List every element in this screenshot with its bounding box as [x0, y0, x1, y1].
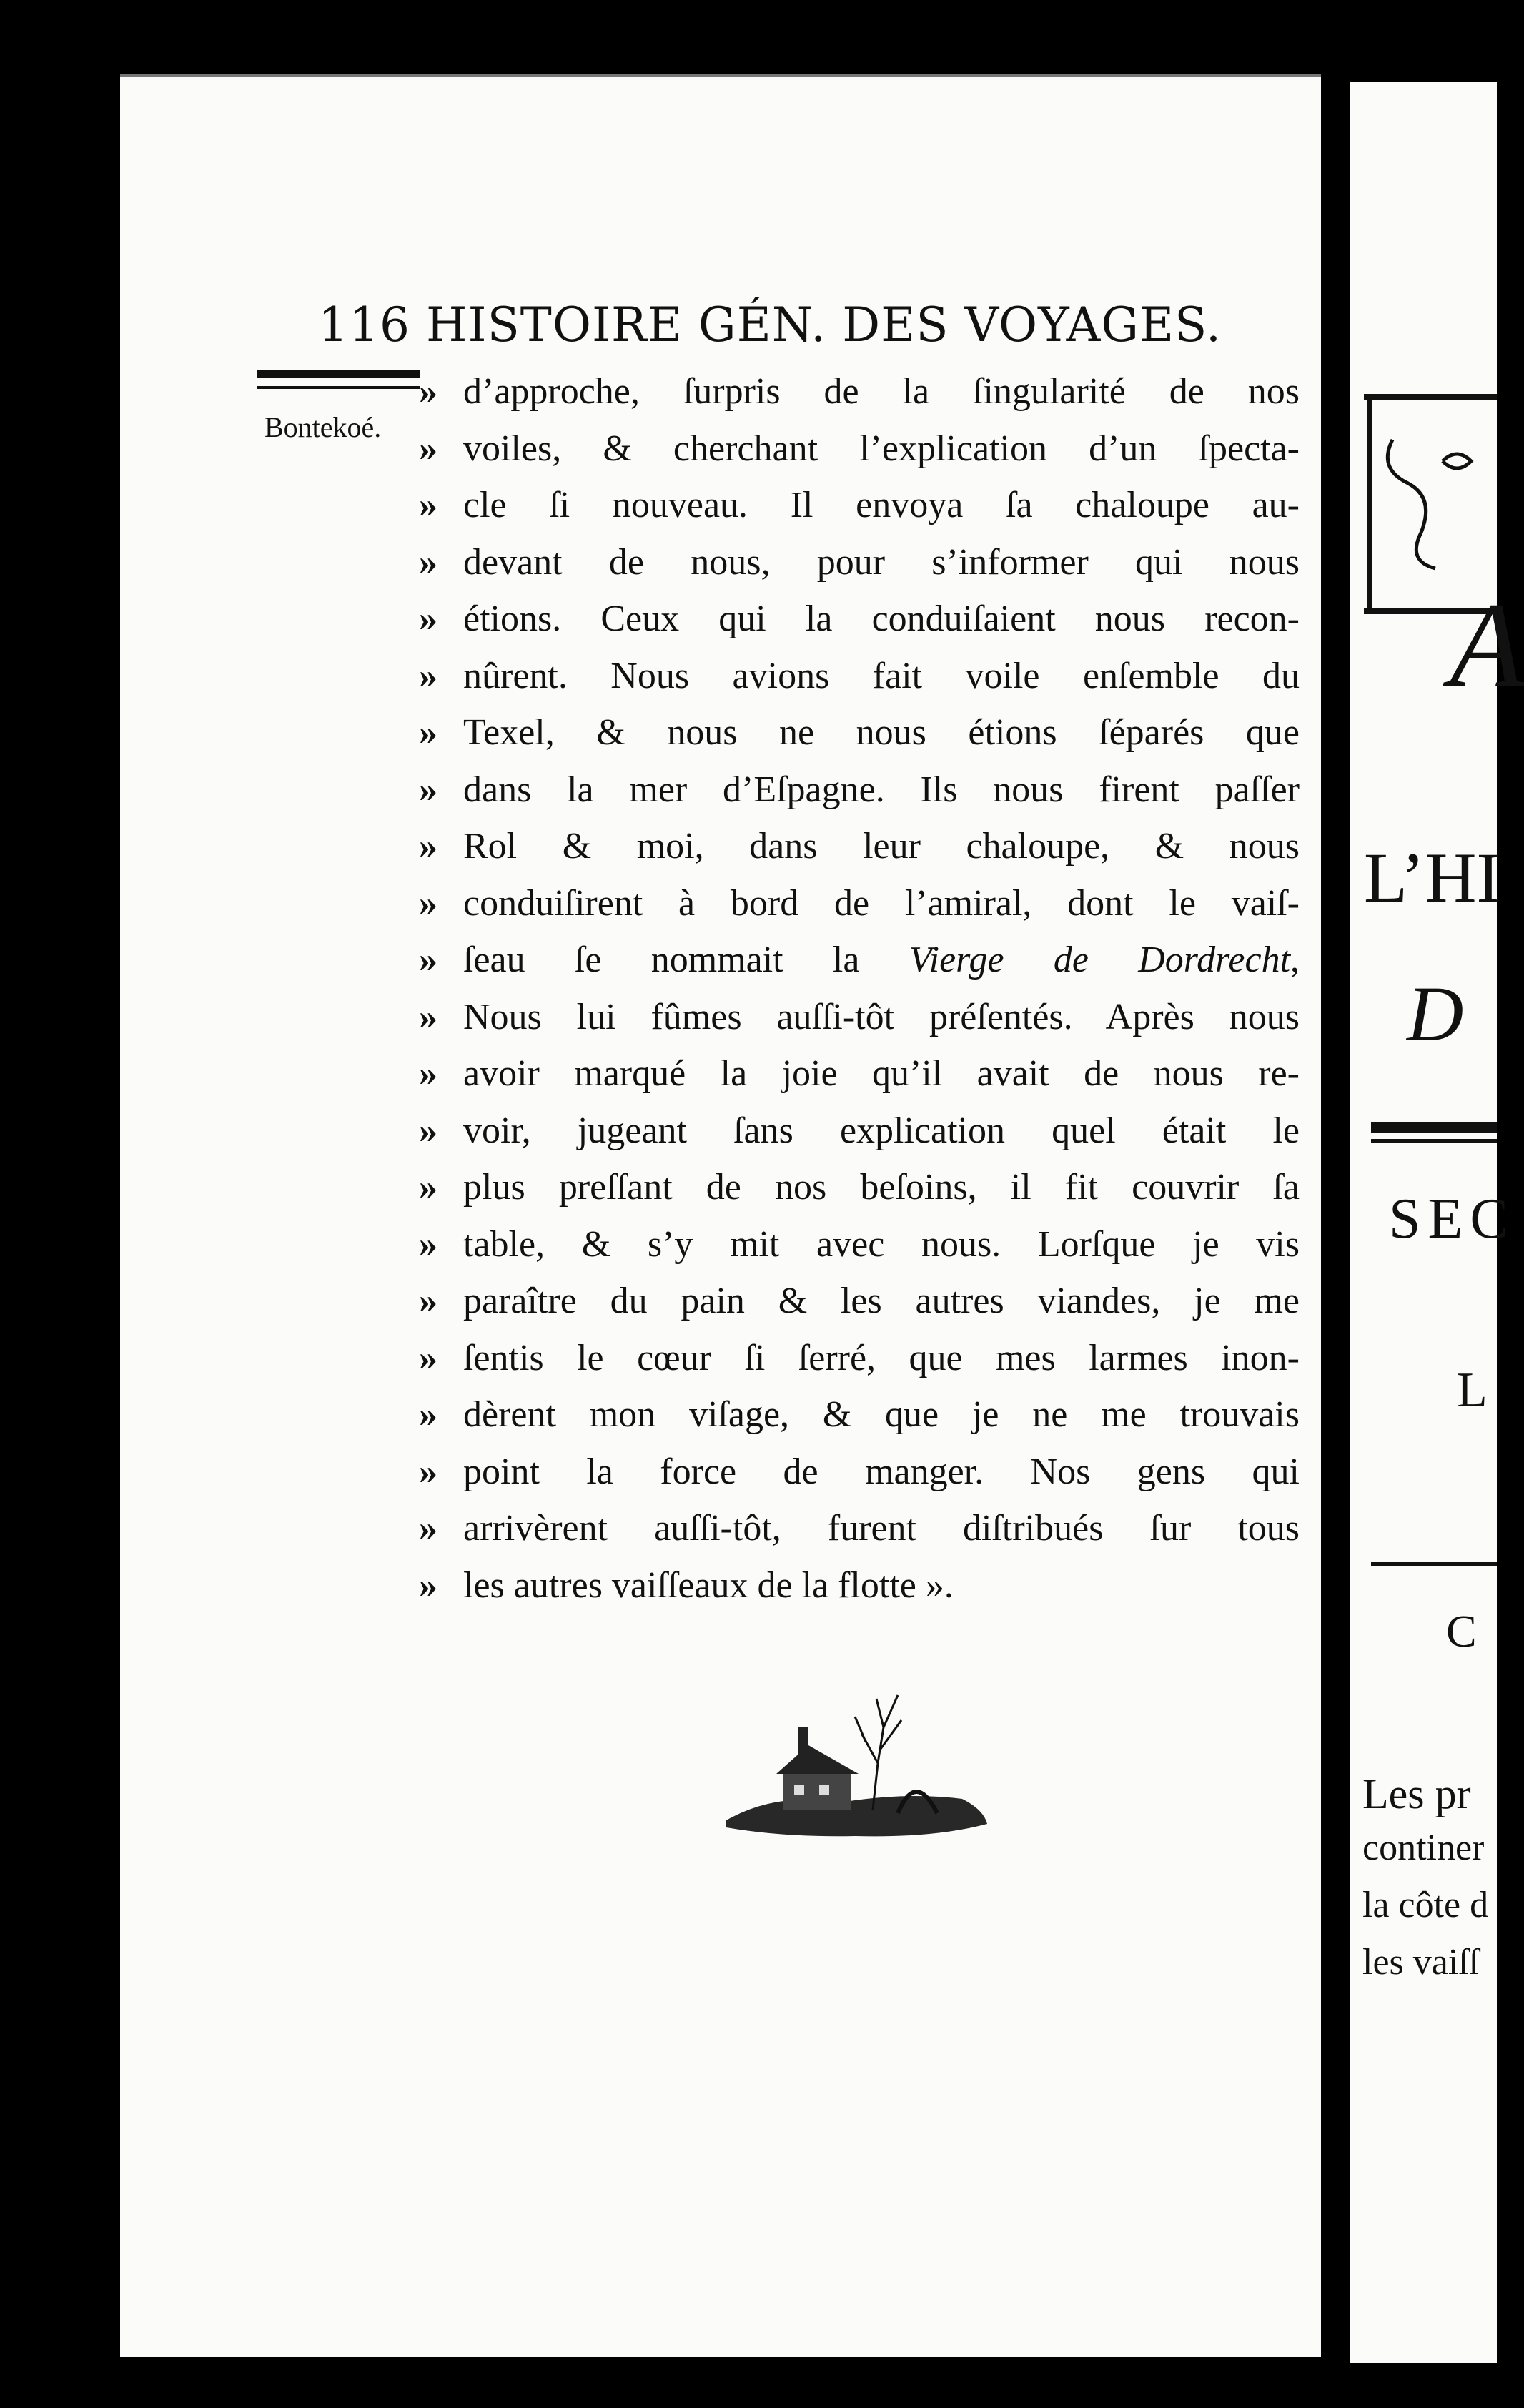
- text-line: [419, 1330, 1300, 1387]
- line-text-roman: les autres vaiſſeaux de la flotte ».: [463, 1564, 954, 1606]
- quote-mark: »: [419, 371, 437, 412]
- line-text-roman: paraître du pain & les autres viandes, je me: [463, 1281, 1300, 1321]
- right-page-rule: [1371, 1562, 1497, 1566]
- tree-branch: [855, 1695, 901, 1763]
- text-line: [419, 648, 1300, 705]
- line-text-roman: ſentis le cœur ſi ſerré, que mes larmes inon-: [463, 1337, 1300, 1378]
- line-text: [463, 534, 1300, 591]
- text-line: [419, 1216, 1300, 1273]
- text-line: [419, 420, 1300, 478]
- text-line: [419, 989, 1300, 1046]
- right-page-heading-1: L’HI: [1364, 838, 1500, 917]
- line-text-roman: point la force de manger. Nos gens qui: [463, 1451, 1300, 1492]
- line-text: [463, 1557, 1300, 1614]
- line-text-roman: plus preſſant de nos beſoins, il fit couvrir ſa: [463, 1167, 1300, 1208]
- quote-mark: »: [419, 826, 437, 867]
- line-text: [463, 1444, 1300, 1501]
- right-page-text-line: continer: [1362, 1827, 1485, 1868]
- quote-mark: »: [419, 1223, 437, 1265]
- quote-mark: »: [419, 882, 437, 924]
- ground-mound: [726, 1796, 987, 1836]
- line-text-roman: voiles, & cherchant l’explication d’un ſpecta-: [463, 428, 1300, 469]
- tree-trunk: [873, 1727, 884, 1810]
- line-text-roman: Nous lui fûmes auſſi-tôt préſentés. Après nous: [463, 996, 1300, 1037]
- body-text: [419, 363, 1300, 1614]
- quote-mark: »: [419, 1394, 437, 1435]
- line-text-roman: étions. Ceux qui la conduiſaient nous recon-: [463, 598, 1300, 639]
- frame-curl: [1443, 454, 1471, 468]
- line-text: [463, 1273, 1300, 1330]
- text-line: [419, 591, 1300, 648]
- quote-mark: »: [419, 598, 437, 639]
- quote-mark: »: [419, 712, 437, 753]
- quote-mark: »: [419, 655, 437, 696]
- margin-rule: [257, 370, 420, 389]
- line-text-roman: devant de nous, pour s’informer qui nous: [463, 541, 1300, 583]
- page-header-title: HISTOIRE GÉN. DES VOYAGES.: [425, 297, 1222, 352]
- line-text-roman: conduiſirent à bord de l’amiral, dont le vaiſ-: [463, 882, 1300, 924]
- line-text-roman: avoir marqué la joie qu’il avait de nous re-: [463, 1053, 1300, 1094]
- line-text: [463, 875, 1300, 932]
- quote-mark: »: [419, 1451, 437, 1492]
- line-text-roman: Texel, & nous ne nous étions ſéparés que: [463, 712, 1300, 753]
- right-page-heading-3: SEC: [1389, 1188, 1515, 1250]
- line-text: [463, 1500, 1300, 1557]
- line-text-roman: Rol & moi, dans leur chaloupe, & nous: [463, 826, 1300, 867]
- house-tower: [798, 1727, 808, 1756]
- right-page-heading-5: C: [1446, 1606, 1477, 1657]
- quote-mark: »: [419, 1167, 437, 1208]
- line-text: [463, 989, 1300, 1046]
- quote-mark: »: [419, 428, 437, 469]
- line-text-italic: Vierge de Dordrecht: [909, 939, 1291, 980]
- frame-curl: [1387, 440, 1435, 568]
- line-text: [463, 648, 1300, 705]
- line-text: [463, 363, 1300, 420]
- margin-note: Bontekoé.: [264, 411, 382, 443]
- line-text-roman: voir, jugeant ſans explication quel était le: [463, 1110, 1300, 1151]
- text-line: [419, 1045, 1300, 1102]
- right-page-heading-2: D: [1407, 970, 1464, 1057]
- text-line: [419, 1273, 1300, 1330]
- line-text: [463, 420, 1300, 478]
- running-header: [318, 297, 1290, 352]
- text-line: [419, 1444, 1300, 1501]
- quote-mark: »: [419, 1564, 437, 1606]
- text-line: [419, 534, 1300, 591]
- text-line: [419, 477, 1300, 534]
- text-line: [419, 818, 1300, 875]
- house-window: [819, 1785, 829, 1795]
- line-text: [463, 1330, 1300, 1387]
- right-page-rule: [1371, 1139, 1497, 1143]
- quote-mark: »: [419, 1508, 437, 1549]
- quote-mark: »: [419, 996, 437, 1037]
- line-text: [463, 1216, 1300, 1273]
- line-text-roman: d’approche, ſurpris de la ſingularité de nos: [463, 371, 1300, 412]
- text-line: [419, 1386, 1300, 1444]
- line-text: [463, 1102, 1300, 1160]
- right-page-text-line: la côte d: [1362, 1885, 1489, 1925]
- right-page-text-line: les vaiſſ: [1362, 1942, 1480, 1983]
- line-text: [463, 1386, 1300, 1444]
- quote-mark: »: [419, 769, 437, 810]
- quote-mark: »: [419, 939, 437, 980]
- text-line: [419, 1159, 1300, 1216]
- line-text: [463, 761, 1300, 819]
- house-window: [794, 1785, 804, 1795]
- quote-mark: »: [419, 1053, 437, 1094]
- text-line: [419, 875, 1300, 932]
- line-text-punct: ,: [1290, 939, 1300, 980]
- line-text-roman: table, & s’y mit avec nous. Lorſque je vis: [463, 1223, 1300, 1265]
- quote-mark: »: [419, 541, 437, 583]
- text-line: [419, 704, 1300, 761]
- line-text: [463, 818, 1300, 875]
- line-text-roman: cle ſi nouveau. Il envoya ſa chaloupe au-: [463, 485, 1300, 525]
- right-page-text-line: Les pr: [1362, 1770, 1471, 1817]
- line-text: [463, 591, 1300, 648]
- line-text-roman: dèrent mon viſage, & que je ne me trouvais: [463, 1394, 1300, 1435]
- line-text-roman: ſeau ſe nommait la: [463, 939, 860, 980]
- quote-mark: »: [419, 485, 437, 525]
- quote-mark: »: [419, 1281, 437, 1321]
- text-line: [419, 1102, 1300, 1160]
- page-number: 116: [318, 297, 410, 352]
- house-roof: [776, 1745, 859, 1774]
- text-line: [419, 761, 1300, 819]
- text-line: [419, 1557, 1300, 1614]
- right-page: [1350, 82, 1524, 2363]
- line-text: [463, 1045, 1300, 1102]
- right-page-rule: [1371, 1122, 1497, 1133]
- right-page-initial: A: [1450, 578, 1524, 712]
- line-text: [463, 704, 1300, 761]
- vignette-illustration: [719, 1684, 991, 1849]
- quote-mark: »: [419, 1337, 437, 1378]
- line-text-roman: dans la mer d’Eſpagne. Ils nous firent paſſer: [463, 769, 1300, 810]
- text-line: [419, 932, 1300, 989]
- line-text: [463, 477, 1300, 534]
- house-body: [783, 1770, 851, 1810]
- line-text-roman: arrivèrent auſſi-tôt, furent diſtribués ſur tous: [463, 1508, 1300, 1549]
- text-line: [419, 363, 1300, 420]
- line-text: [463, 932, 1300, 989]
- right-page-heading-4: L: [1457, 1363, 1488, 1418]
- text-line: [419, 1500, 1300, 1557]
- line-text-roman: nûrent. Nous avions fait voile enſemble du: [463, 655, 1300, 696]
- line-text: [463, 1159, 1300, 1216]
- quote-mark: »: [419, 1110, 437, 1151]
